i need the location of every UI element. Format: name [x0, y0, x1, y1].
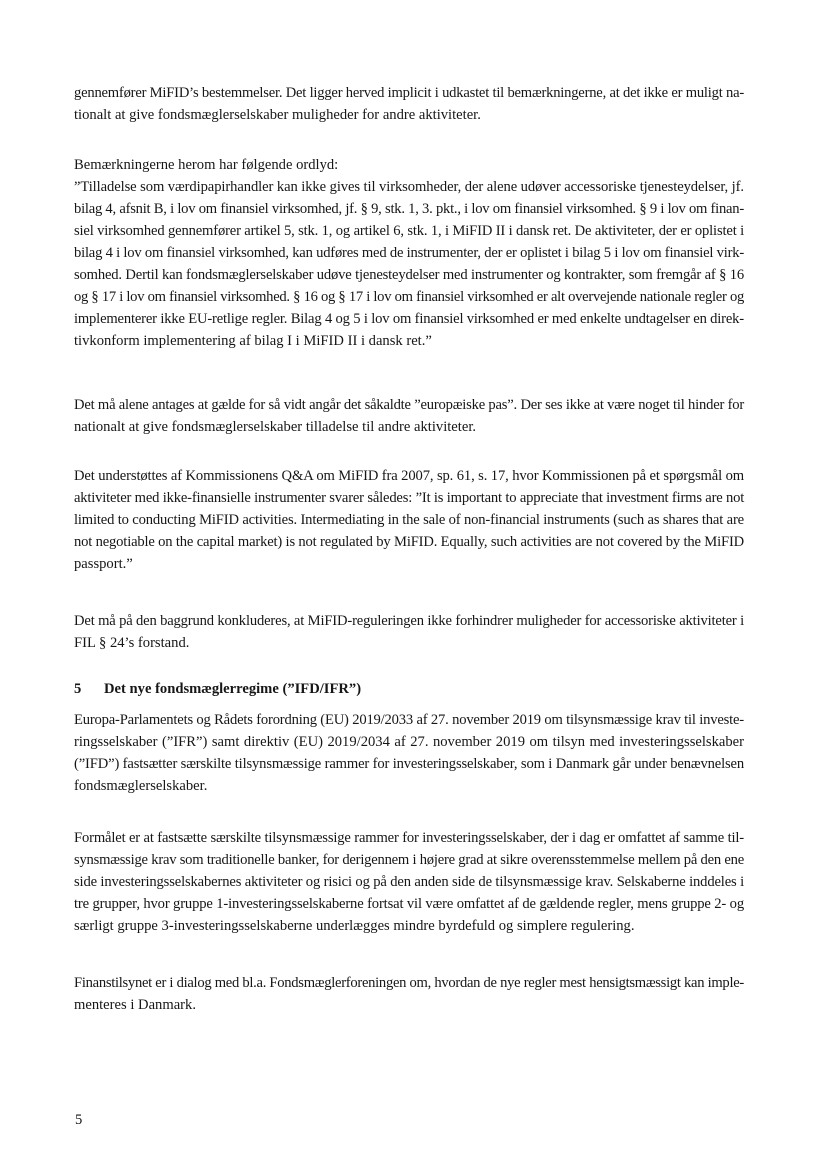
- text-line: synsmæssige krav som traditionelle banker, for derigennem i højere grad at sikre overensstemmelse mellem på den ene: [74, 852, 744, 868]
- text-line: ringsselskaber (”IFR”) samt direktiv (EU) 2019/2034 af 27. november 2019 om tilsyn med investeringsselskaber: [74, 734, 744, 750]
- text-line: aktiviteter med ikke-finansielle instrumenter svarer således: ”It is important to appreciate that investment firms are not: [74, 490, 745, 506]
- text-line: Europa-Parlamentets og Rådets forordning (EU) 2019/2033 af 27. november 2019 om tilsynsmæssige krav til investe-: [74, 712, 744, 728]
- text-line: FIL § 24’s forstand.: [74, 635, 190, 651]
- text-line: tionalt at give fondsmæglerselskaber muligheder for andre aktiviteter.: [74, 107, 481, 123]
- text-line: passport.”: [74, 556, 133, 572]
- page-number: 5: [75, 1112, 83, 1128]
- text-line: side investeringsselskabernes aktiviteter og risici og på den anden side de tilsynsmæssige krav. Selskaberne inddeles i: [74, 874, 744, 890]
- text-line: Det understøttes af Kommissionens Q&A om MiFID fra 2007, sp. 61, s. 17, hvor Kommissionen på et spørgsmål om: [74, 468, 744, 484]
- section-number: 5: [74, 681, 82, 697]
- text-line: somhed. Dertil kan fondsmæglerselskaber udøve tjenesteydelser med instrumenter og kontrakter, som fremgår af § 16: [74, 267, 744, 283]
- text-line: menteres i Danmark.: [74, 997, 196, 1013]
- text-line: Det må alene antages at gælde for så vidt angår det såkaldte ”europæiske pas”. Der ses ikke at være noget til hinder for: [74, 397, 744, 413]
- text-line: not negotiable on the capital market) is not regulated by MiFID. Equally, such activities are not covered by the MiFID: [74, 534, 745, 550]
- text-line: Bemærkningerne herom har følgende ordlyd:: [74, 157, 339, 173]
- paragraph-quoted-remarks: [74, 154, 744, 352]
- text-line: Det må på den baggrund konkluderes, at MiFID-reguleringen ikke forhindrer muligheder for accessoriske aktiviteter i: [74, 613, 744, 629]
- paragraph-conclusion: [74, 610, 744, 654]
- text-line: fondsmæglerselskaber.: [74, 778, 208, 794]
- text-line: tre grupper, hvor gruppe 1-investeringsselskaberne fortsat vil være omfattet af de gældende regler, mens gruppe 2- og: [74, 896, 744, 912]
- paragraph-european-passport: [74, 394, 744, 438]
- text-line: ”Tilladelse som værdipapirhandler kan ikke gives til virksomheder, der alene udøver accessoriske tjenesteydelser, jf.: [74, 179, 744, 195]
- text-line: nationalt at give fondsmæglerselskaber tilladelse til andre aktiviteter.: [74, 419, 477, 435]
- text-line: Finanstilsynet er i dialog med bl.a. Fondsmæglerforeningen om, hvordan de nye regler mest hensigtsmæssigt kan imple-: [74, 975, 744, 991]
- text-line: limited to conducting MiFID activities. Intermediating in the sale of non-financial instruments (such as shares that are: [74, 512, 744, 528]
- paragraph-ifr-ifd: [74, 709, 744, 797]
- paragraph-commission-qa: [74, 465, 744, 575]
- text-line: (”IFD”) fastsætter særskilte tilsynsmæssige rammer for investeringsselskaber, som i Danmark går under benævnelsen: [74, 756, 745, 772]
- text-line: implementerer ikke EU-retlige regler. Bilag 4 og 5 i lov om finansiel virksomhed er med enkelte undtagelser en direk-: [74, 311, 744, 327]
- paragraph-finanstilsynet: [74, 972, 744, 1016]
- text-line: tivkonform implementering af bilag I i MiFID II i dansk ret.”: [74, 333, 432, 349]
- section-heading: [74, 678, 361, 700]
- text-line: særligt gruppe 3-investeringsselskaberne underlægges mindre byrdefuld og simplere regulering.: [74, 918, 635, 934]
- section-title: Det nye fondsmæglerregime (”IFD/IFR”): [104, 681, 362, 697]
- text-line: bilag 4 i lov om finansiel virksomhed, kan udføres med de instrumenter, der er oplistet i bilag 5 i lov om finansiel virk-: [74, 245, 744, 261]
- paragraph-purpose: [74, 827, 744, 937]
- text-line: bilag 4, afsnit B, i lov om finansiel virksomhed, jf. § 9, stk. 1, 3. pkt., i lov om finansiel virksomhed. § 9 i lov om finan-: [74, 201, 744, 217]
- paragraph-mifid-intro: [74, 82, 744, 126]
- text-line: siel virksomhed gennemfører artikel 5, stk. 1, og artikel 6, stk. 1, i MiFID II i dansk ret. De aktiviteter, der er oplistet i: [74, 223, 744, 239]
- text-line: og § 17 i lov om finansiel virksomhed. § 16 og § 17 i lov om finansiel virksomhed er alt overvejende nationale regler og: [74, 289, 745, 305]
- text-line: Formålet er at fastsætte særskilte tilsynsmæssige rammer for investeringsselskaber, der i dag er omfattet af samme til-: [74, 830, 744, 846]
- text-line: gennemfører MiFID’s bestemmelser. Det ligger herved implicit i udkastet til bemærkningerne, at det ikke er muligt na-: [74, 85, 744, 101]
